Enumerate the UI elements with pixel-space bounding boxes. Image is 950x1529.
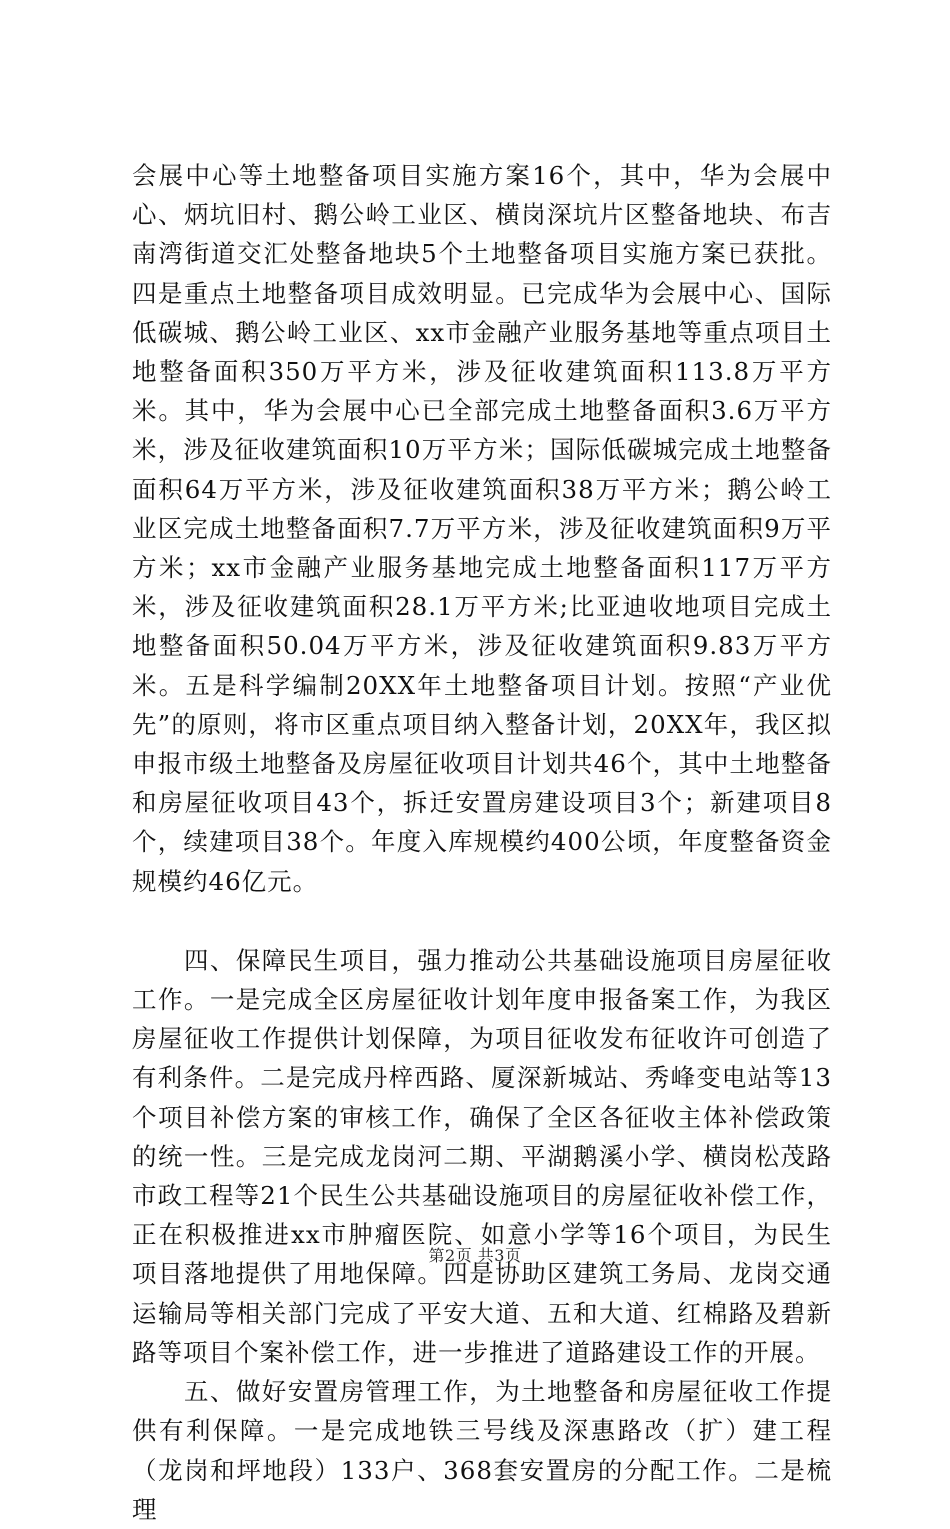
document-body bbox=[132, 156, 832, 1529]
paragraph-spacer bbox=[132, 901, 832, 941]
paragraph-section-five: 五、做好安置房管理工作，为土地整备和房屋征收工作提供有利保障。一是完成地铁三号线及深惠路改（扩）建工程（龙岗和坪地段）133户、368套安置房的分配工作。二是梳理 bbox=[132, 1377, 832, 1524]
page-footer: 第2页 共3页 bbox=[428, 1246, 522, 1265]
paragraph-section-four: 四、保障民生项目，强力推动公共基础设施项目房屋征收工作。一是完成全区房屋征收计划年度申报备案工作，为我区房屋征收工作提供计划保障，为项目征收发布征收许可创造了有利条件。二是完成丹梓西路、厦深新城站、秀峰变电站等13个项目补偿方案的审核工作，确保了全区各征收主体补偿政策的统一性。三是完成龙岗河二期、平湖鹅溪小学、横岗松茂路市政工程等21个民生公共基础设施项目的房屋征收补偿工作，正在积极推进xx市肿瘤医院、如意小学等16个项目，为民生项目落地提供了用地保障。四是协助区建筑工务局、龙岗交通运输局等相关部门完成了平安大道、五和大道、红棉路及碧新路等项目个案补偿工作，进一步推进了道路建设工作的开展。 bbox=[132, 945, 832, 1367]
paragraph-land-preparation: 会展中心等土地整备项目实施方案16个，其中，华为会展中心、炳坑旧村、鹅公岭工业区、横岗深坑片区整备地块、布吉南湾街道交汇处整备地块5个土地整备项目实施方案已获批。四是重点土地整备项目成效明显。已完成华为会展中心、国际低碳城、鹅公岭工业区、xx市金融产业服务基地等重点项目土地整备面积350万平方米，涉及征收建筑面积113.8万平方米。其中，华为会展中心已全部完成土地整备面积3.6万平方米，涉及征收建筑面积10万平方米；国际低碳城完成土地整备面积64万平方米，涉及征收建筑面积38万平方米；鹅公岭工业区完成土地整备面积7.7万平方米，涉及征收建筑面积9万平方米；xx市金融产业服务基地完成土地整备面积117万平方米，涉及征收建筑面积28.1万平方米;比亚迪收地项目完成土地整备面积50.04万平方米，涉及征收建筑面积9.83万平方米。五是科学编制20XX年土地整备项目计划。按照“产业优先”的原则，将市区重点项目纳入整备计划，20XX年，我区拟申报市级土地整备及房屋征收项目计划共46个，其中土地整备和房屋征收项目43个，拆迁安置房建设项目3个；新建项目8个，续建项目38个。年度入库规模约400公顷，年度整备资金规模约46亿元。 bbox=[132, 161, 832, 896]
